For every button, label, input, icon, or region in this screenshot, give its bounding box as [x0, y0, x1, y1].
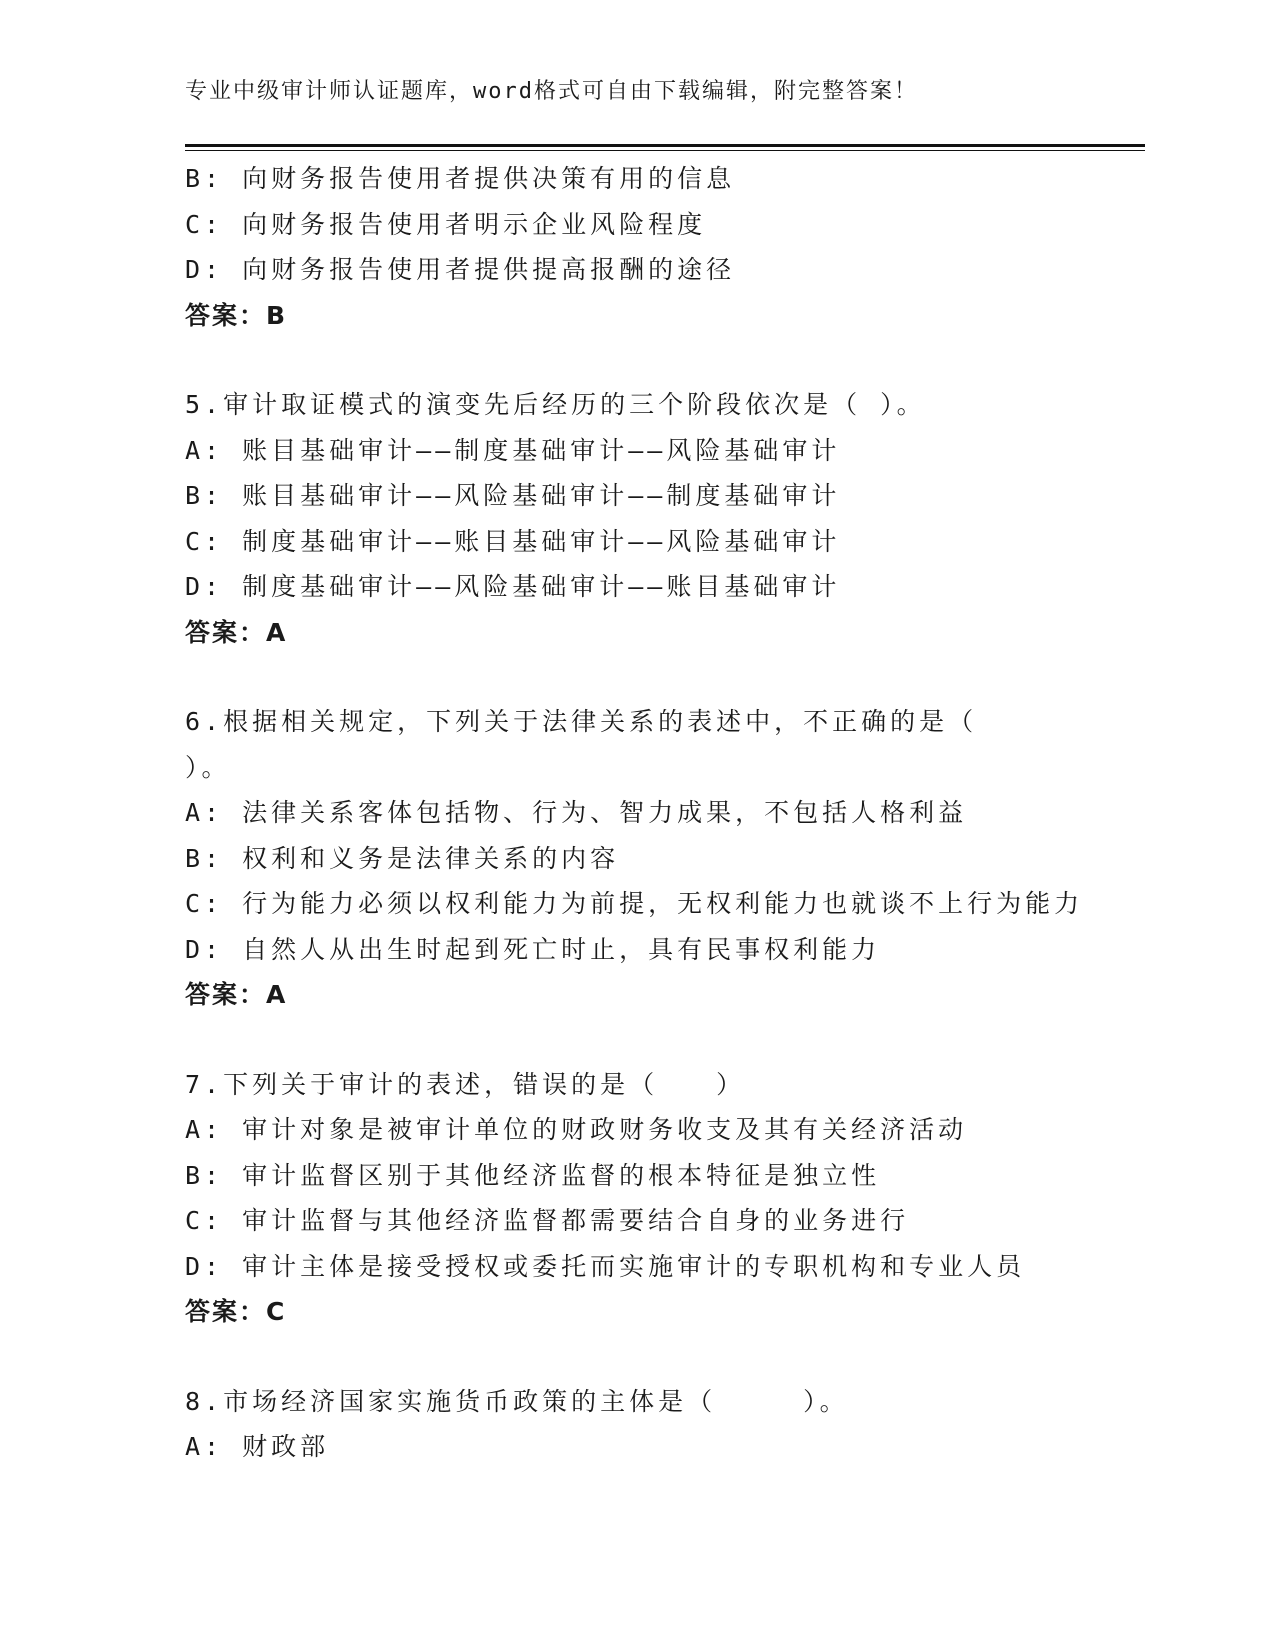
option-line: C: 行为能力必须以权利能力为前提，无权利能力也就谈不上行为能力	[185, 889, 1084, 918]
answer-line: 答案：B	[185, 300, 288, 330]
option-line: D: 自然人从出生时起到死亡时止，具有民事权利能力	[185, 934, 881, 964]
option-line: A: 法律关系客体包括物、行为、智力成果，不包括人格利益	[185, 798, 968, 827]
question-stem: 5.审计取证模式的演变先后经历的三个阶段依次是（ ）。	[185, 390, 926, 419]
option-line: B: 审计监督区别于其他经济监督的根本特征是独立性	[185, 1160, 881, 1190]
option-line: A: 财政部	[185, 1432, 330, 1461]
option-line: A: 审计对象是被审计单位的财政财务收支及其有关经济活动	[185, 1115, 968, 1144]
option-line: B: 向财务报告使用者提供决策有用的信息	[185, 164, 736, 193]
spacer	[185, 1018, 1145, 1062]
answer-line: 答案：A	[185, 617, 288, 647]
answer-line: 答案：C	[185, 1297, 287, 1326]
option-line: C: 审计监督与其他经济监督都需要结合自身的业务进行	[185, 1206, 910, 1235]
header-rule-thick	[185, 144, 1145, 147]
header-rule-thin	[185, 150, 1145, 151]
option-line: C: 制度基础审计——账目基础审计——风险基础审计	[185, 526, 841, 556]
option-line: D: 向财务报告使用者提供提高报酬的途径	[185, 255, 736, 284]
question-block-7	[185, 1062, 1145, 1335]
option-line: A: 账目基础审计——制度基础审计——风险基础审计	[185, 435, 841, 465]
question-stem: 7.下列关于审计的表述，错误的是（ ）	[185, 1069, 746, 1099]
answer-line: 答案：A	[185, 980, 288, 1009]
question-stem: 8.市场经济国家实施货币政策的主体是（ ）。	[185, 1386, 849, 1416]
question-content	[185, 156, 1145, 1470]
option-line: B: 权利和义务是法律关系的内容	[185, 843, 620, 873]
question-block-prev	[185, 156, 1145, 338]
question-block-6	[185, 699, 1145, 1018]
option-line: C: 向财务报告使用者明示企业风险程度	[185, 209, 707, 239]
option-line: B: 账目基础审计——风险基础审计——制度基础审计	[185, 481, 841, 510]
question-stem: 6.根据相关规定，下列关于法律关系的表述中，不正确的是（	[185, 707, 978, 736]
option-line: D: 审计主体是接受授权或委托而实施审计的专职机构和专业人员	[185, 1251, 1026, 1281]
spacer	[185, 655, 1145, 699]
page-header: 专业中级审计师认证题库，word格式可自由下载编辑，附完整答案！	[185, 79, 918, 104]
spacer	[185, 338, 1145, 382]
spacer	[185, 1335, 1145, 1379]
option-line: D: 制度基础审计——风险基础审计——账目基础审计	[185, 572, 841, 601]
question-block-8	[185, 1379, 1145, 1470]
question-block-5	[185, 382, 1145, 655]
question-stem: ）。	[185, 752, 231, 782]
